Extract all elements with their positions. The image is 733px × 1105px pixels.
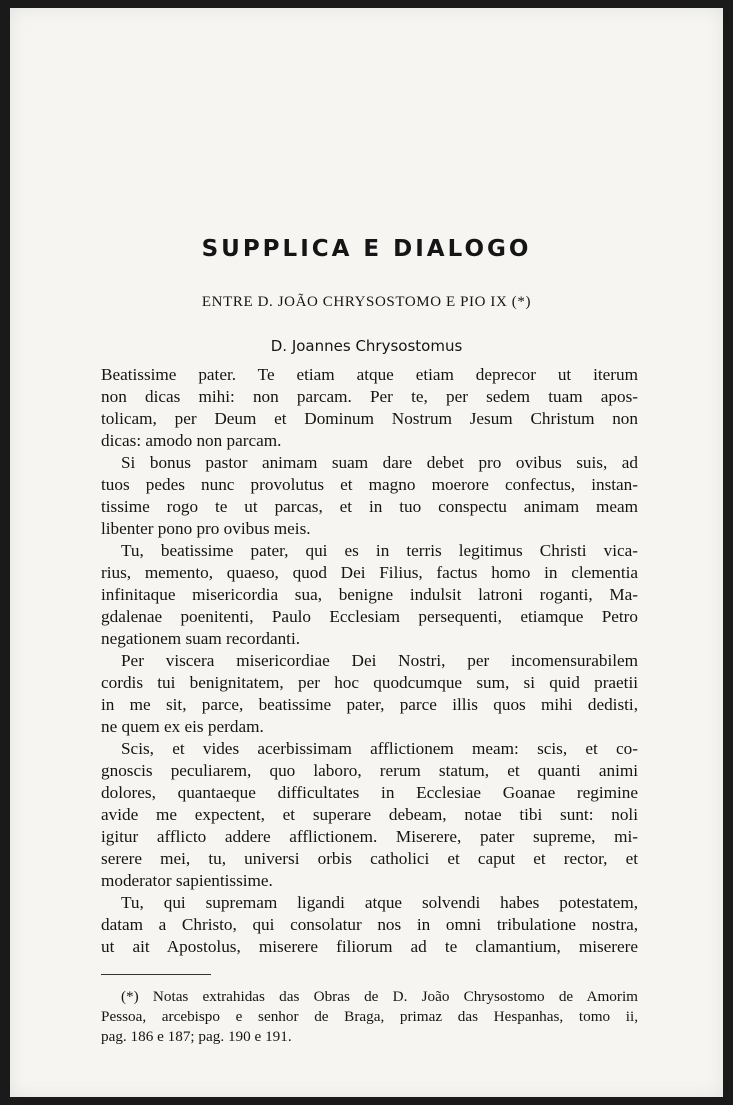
footnote-line: Pessoa, arcebispo e senhor de Braga, primaz das Hespanhas, tomo ii,: [101, 1008, 638, 1025]
page-title: SUPPLICA E DIALOGO: [201, 236, 532, 262]
body-line: Tu, qui supremam ligandi atque solvendi habes potestatem,: [121, 893, 638, 912]
body-line: in me sit, parce, beatissime pater, parce illis quos mihi dedisti,: [101, 695, 638, 714]
body-line: gnoscis peculiarem, quo laboro, rerum statum, et quanti animi: [101, 761, 638, 780]
page-content: [10, 8, 723, 1097]
page-subtitle: ENTRE D. JOÃO CHRYSOSTOMO E PIO IX (*): [201, 294, 532, 310]
body-line: ne quem ex eis perdam.: [101, 717, 264, 736]
body-line: Si bonus pastor animam suam dare debet pro ovibus suis, ad: [121, 453, 638, 472]
body-line: libenter pono pro ovibus meis.: [101, 519, 311, 538]
body-line: avide me expectent, et superare debeam, notae tibi sunt: noli: [101, 805, 638, 824]
body-line: rius, memento, quaeso, quod Dei Filius, factus homo in clementia: [101, 563, 638, 582]
body-line: infinitaque misericordia sua, benigne indulsit latroni roganti, Ma-: [101, 585, 638, 604]
footnote-line: (*) Notas extrahidas das Obras de D. João Chrysostomo de Amorim: [121, 988, 638, 1005]
body-line: moderator sapientissime.: [101, 871, 273, 890]
body-line: Tu, beatissime pater, qui es in terris legitimus Christi vica-: [121, 541, 638, 560]
scanned-page: [10, 8, 723, 1097]
speaker-heading: D. Joannes Chrysostomus: [270, 337, 463, 355]
body-line: Scis, et vides acerbissimam afflictionem meam: scis, et co-: [121, 739, 638, 758]
body-line: igitur afflicto addere afflictionem. Miserere, pater supreme, mi-: [101, 827, 638, 846]
body-line: Per viscera misericordiae Dei Nostri, per incomensurabilem: [121, 651, 638, 670]
body-line: negationem suam recordanti.: [101, 629, 301, 648]
body-line: dolores, quantaeque difficultates in Ecclesiae Goanae regimine: [101, 783, 638, 802]
body-line: gdalenae poenitenti, Paulo Ecclesiam persequenti, etiamque Petro: [101, 607, 638, 626]
footnote-divider: [101, 974, 211, 975]
body-line: ut ait Apostolus, miserere filiorum ad te clamantium, miserere: [101, 937, 638, 956]
body-line: Beatissime pater. Te etiam atque etiam deprecor ut iterum: [101, 365, 638, 384]
body-line: tolicam, per Deum et Dominum Nostrum Jesum Christum non: [101, 409, 638, 428]
body-line: tuos pedes nunc provolutus et magno moerore confectus, instan-: [101, 475, 638, 494]
body-line: datam a Christo, qui consolatur nos in omni tribulatione nostra,: [101, 915, 638, 934]
body-line: tissime rogo te ut parcas, et in tuo conspectu animam meam: [101, 497, 638, 516]
body-line: dicas: amodo non parcam.: [101, 431, 282, 450]
body-line: cordis tui benignitatem, per hoc quodcumque sum, si quid praetii: [101, 673, 638, 692]
footnote-line: pag. 186 e 187; pag. 190 e 191.: [101, 1028, 292, 1045]
body-line: non dicas mihi: non parcam. Per te, per sedem tuam apos-: [101, 387, 638, 406]
body-line: serere mei, tu, universi orbis catholici et caput et rector, et: [101, 849, 638, 868]
